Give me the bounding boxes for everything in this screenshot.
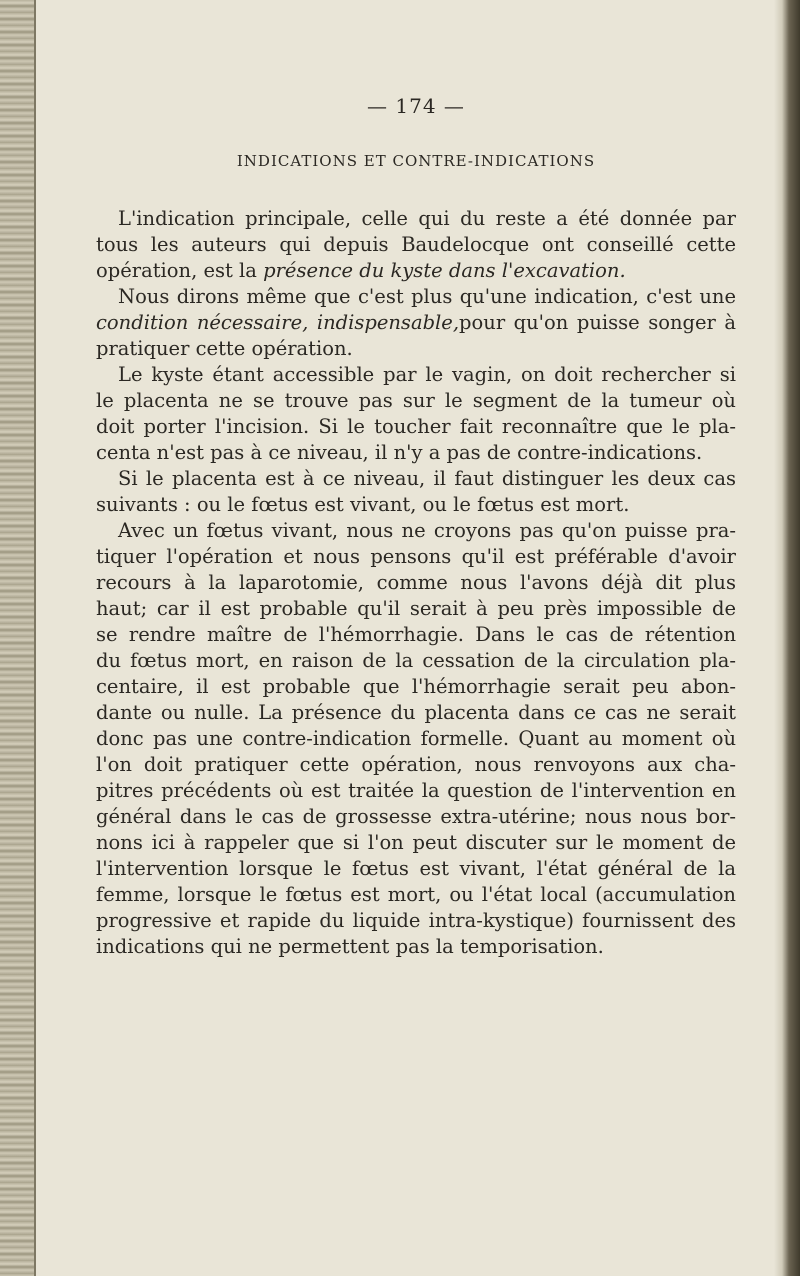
text-line: Nous dirons même que c'est plus qu'une indication, c'est une bbox=[118, 285, 736, 308]
text-line: Avec un fœtus vivant, nous ne croyons pas qu'on puisse pra- bbox=[118, 519, 736, 542]
text-line: pitres précédents où est traitée la question de l'intervention en bbox=[96, 779, 736, 802]
text-line: opération, est la présence du kyste dans l'excavation. bbox=[96, 259, 626, 282]
text-line: haut; car il est probable qu'il serait à peu près impossible de bbox=[96, 597, 736, 620]
text-line: nons ici à rappeler que si l'on peut discuter sur le moment de bbox=[96, 831, 736, 854]
text-line: tous les auteurs qui depuis Baudelocque ont conseillé cette bbox=[96, 233, 736, 256]
text-line: L'indication principale, celle qui du reste a été donnée par bbox=[118, 207, 736, 230]
page-edge-shadow bbox=[774, 0, 800, 1276]
text-line: centaire, il est probable que l'hémorrhagie serait peu abon- bbox=[96, 675, 736, 698]
book-page bbox=[96, 78, 736, 960]
text-line: l'on doit pratiquer cette opération, nous renvoyons aux cha- bbox=[96, 753, 736, 776]
running-head: INDICATIONS ET CONTRE-INDICATIONS bbox=[236, 152, 596, 170]
text-line: doit porter l'incision. Si le toucher fait reconnaître que le pla- bbox=[96, 415, 736, 438]
text-line: dante ou nulle. La présence du placenta dans ce cas ne serait bbox=[96, 701, 736, 724]
text-line: pratiquer cette opération. bbox=[96, 337, 353, 360]
text-line: se rendre maître de l'hémorrhagie. Dans le cas de rétention bbox=[96, 623, 736, 646]
page-number: — 174 — bbox=[367, 94, 465, 118]
text-line: centa n'est pas à ce niveau, il n'y a pas de contre-indications. bbox=[96, 441, 703, 464]
text-line: progressive et rapide du liquide intra-kystique) fournissent des bbox=[96, 909, 736, 932]
text-line: suivants : ou le fœtus est vivant, ou le fœtus est mort. bbox=[96, 493, 630, 516]
text-line: du fœtus mort, en raison de la cessation de la circulation pla- bbox=[96, 649, 736, 672]
text-line: tiquer l'opération et nous pensons qu'il est préférable d'avoir bbox=[96, 545, 736, 568]
text-line: femme, lorsque le fœtus est mort, ou l'état local (accumulation bbox=[96, 883, 736, 906]
text-line: condition nécessaire, indispensable,pour qu'on puisse songer à bbox=[96, 311, 736, 334]
text-line: général dans le cas de grossesse extra-utérine; nous nous bor- bbox=[96, 805, 736, 828]
text-line: recours à la laparotomie, comme nous l'avons déjà dit plus bbox=[96, 571, 736, 594]
text-line: l'intervention lorsque le fœtus est vivant, l'état général de la bbox=[96, 857, 736, 880]
text-line: Le kyste étant accessible par le vagin, on doit rechercher si bbox=[118, 363, 736, 386]
book-binding-edge bbox=[0, 0, 36, 1276]
body-text bbox=[96, 206, 736, 960]
text-line: le placenta ne se trouve pas sur le segment de la tumeur où bbox=[96, 389, 736, 412]
text-line: indications qui ne permettent pas la temporisation. bbox=[96, 935, 604, 958]
text-line: Si le placenta est à ce niveau, il faut distinguer les deux cas bbox=[118, 467, 736, 490]
text-line: donc pas une contre-indication formelle. Quant au moment où bbox=[96, 727, 736, 750]
